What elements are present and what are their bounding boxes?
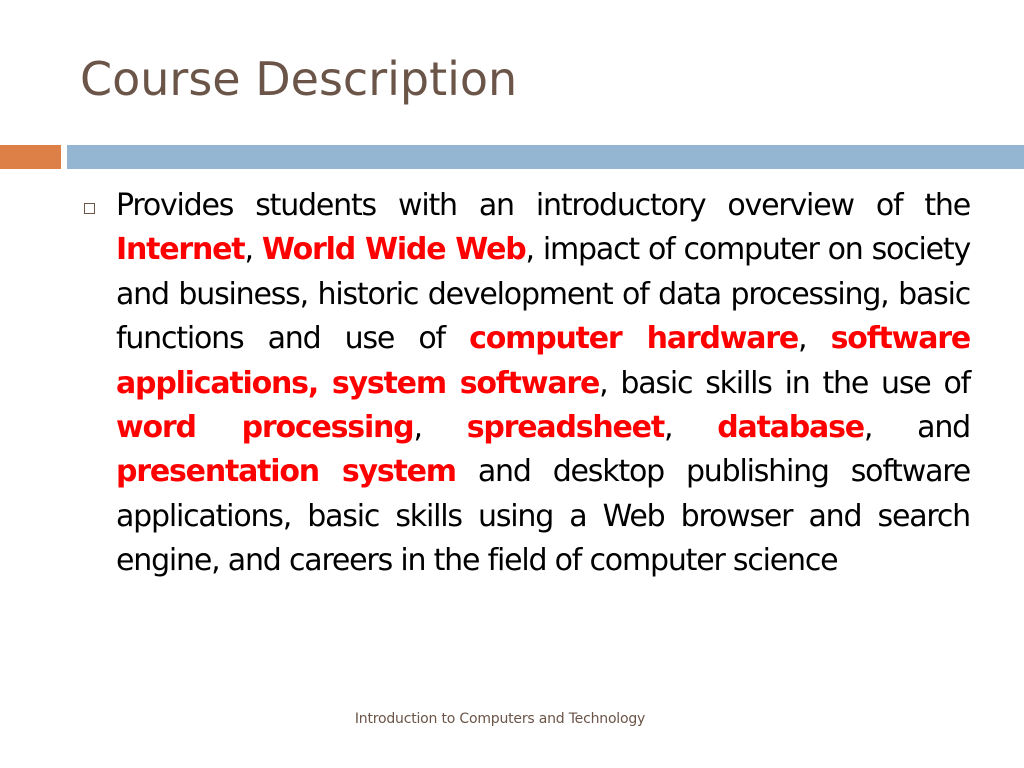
keyword-database: database (717, 410, 864, 446)
text-segment: , (413, 410, 467, 446)
keyword-spreadsheet: spreadsheet (466, 410, 664, 446)
text-segment: , impact of computer on society and business, historic development of data processing, basic functions and use of (116, 232, 971, 357)
course-description-bullet (116, 184, 970, 584)
keyword-presentation-system: presentation system (116, 454, 456, 490)
text-segment: , basic skills in the use of (599, 365, 970, 401)
keyword-internet: Internet (116, 232, 245, 268)
slide-footer: Introduction to Computers and Technology (354, 711, 646, 727)
keyword-word-processing: word processing (116, 410, 414, 446)
text-segment: , (798, 321, 831, 357)
text-segment: and desktop publishing software applications, basic skills using a Web browser and search engine, and careers in the field of computer science (116, 454, 970, 579)
keyword-software-applications: software applications, system software (116, 321, 970, 401)
keyword-computer-hardware: computer hardware (469, 321, 799, 357)
text-segment: Provides students with an introductory overview of the (116, 188, 970, 223)
blue-title-bar (67, 145, 1024, 169)
text-segment: , (244, 232, 262, 268)
text-segment: , (663, 410, 718, 446)
orange-accent-bar (0, 145, 61, 169)
keyword-world-wide-web: World Wide Web (261, 232, 526, 268)
slide-title: Course Description (80, 52, 518, 106)
text-segment: , and (863, 410, 970, 446)
hollow-square-bullet-icon (84, 203, 95, 214)
